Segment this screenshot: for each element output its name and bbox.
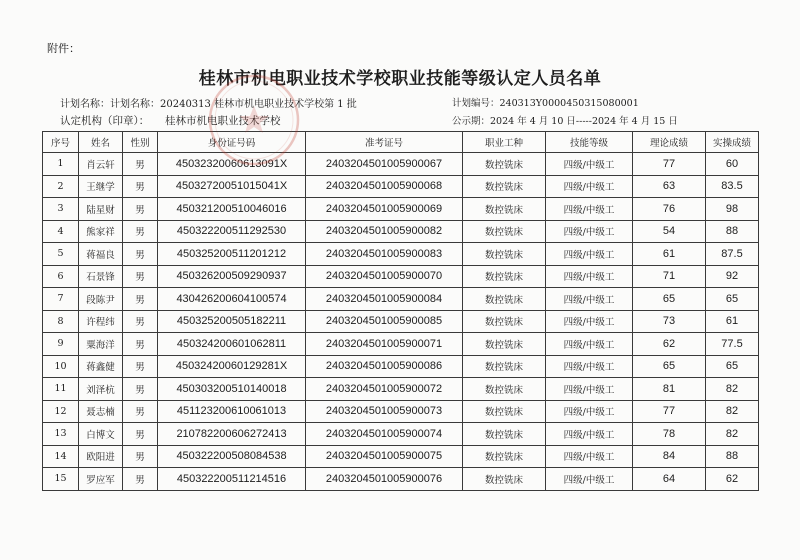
- cell-practical-score: 65: [706, 288, 759, 311]
- table-row: [43, 288, 759, 311]
- cell-skill-level: 四级/中级工: [546, 310, 633, 333]
- cell-exam-number: 2403204501005900067: [306, 153, 463, 176]
- cell-theory-score: 77: [633, 400, 706, 423]
- cell-theory-score: 61: [633, 243, 706, 266]
- cell-exam-number: 2403204501005900072: [306, 378, 463, 401]
- cell-id-number: 450325200505182211: [158, 310, 306, 333]
- table-row: [43, 333, 759, 356]
- header-skill-level: 技能等级: [546, 132, 633, 153]
- cell-name: 段陈尹: [79, 288, 123, 311]
- cell-practical-score: 88: [706, 445, 759, 468]
- cell-exam-number: 2403204501005900075: [306, 445, 463, 468]
- cell-practical-score: 92: [706, 265, 759, 288]
- cell-name: 肖云轩: [79, 153, 123, 176]
- cell-exam-number: 2403204501005900070: [306, 265, 463, 288]
- cell-occupation: 数控铣床: [463, 333, 546, 356]
- cell-id-number: 450324200601062811: [158, 333, 306, 356]
- cell-theory-score: 65: [633, 288, 706, 311]
- cell-gender: 男: [123, 355, 158, 378]
- cell-gender: 男: [123, 423, 158, 446]
- cell-exam-number: 2403204501005900076: [306, 468, 463, 491]
- cell-practical-score: 60: [706, 153, 759, 176]
- cell-skill-level: 四级/中级工: [546, 355, 633, 378]
- cell-theory-score: 71: [633, 265, 706, 288]
- cell-name: 蒋福良: [79, 243, 123, 266]
- table-header-row: [43, 132, 759, 153]
- cell-id-number: 45032420060129281X: [158, 355, 306, 378]
- table-row: [43, 423, 759, 446]
- cell-id-number: 430426200604100574: [158, 288, 306, 311]
- cell-occupation: 数控铣床: [463, 310, 546, 333]
- cell-exam-number: 2403204501005900074: [306, 423, 463, 446]
- cell-id-number: 45032720051015041X: [158, 175, 306, 198]
- cell-occupation: 数控铣床: [463, 400, 546, 423]
- cell-name: 许程纬: [79, 310, 123, 333]
- cell-exam-number: 2403204501005900073: [306, 400, 463, 423]
- cell-theory-score: 63: [633, 175, 706, 198]
- cell-skill-level: 四级/中级工: [546, 423, 633, 446]
- cell-gender: 男: [123, 243, 158, 266]
- cell-seq: 6: [43, 265, 79, 288]
- cell-id-number: 450303200510140018: [158, 378, 306, 401]
- cell-occupation: 数控铣床: [463, 243, 546, 266]
- cell-theory-score: 73: [633, 310, 706, 333]
- cell-practical-score: 83.5: [706, 175, 759, 198]
- cell-gender: 男: [123, 310, 158, 333]
- header-theory-score: 理论成绩: [633, 132, 706, 153]
- header-seq: 序号: [43, 132, 79, 153]
- table-row: [43, 220, 759, 243]
- cell-skill-level: 四级/中级工: [546, 153, 633, 176]
- cell-name: 罗应军: [79, 468, 123, 491]
- cell-gender: 男: [123, 288, 158, 311]
- header-exam-number: 准考证号: [306, 132, 463, 153]
- cell-name: 白博文: [79, 423, 123, 446]
- cell-skill-level: 四级/中级工: [546, 220, 633, 243]
- cell-skill-level: 四级/中级工: [546, 175, 633, 198]
- cell-seq: 9: [43, 333, 79, 356]
- table-row: [43, 243, 759, 266]
- cell-practical-score: 62: [706, 468, 759, 491]
- table-row: [43, 265, 759, 288]
- cell-practical-score: 87.5: [706, 243, 759, 266]
- cell-skill-level: 四级/中级工: [546, 198, 633, 221]
- cell-practical-score: 88: [706, 220, 759, 243]
- cell-practical-score: 98: [706, 198, 759, 221]
- cell-gender: 男: [123, 333, 158, 356]
- cell-gender: 男: [123, 400, 158, 423]
- table-row: [43, 310, 759, 333]
- certified-personnel-table: [42, 131, 759, 491]
- cell-skill-level: 四级/中级工: [546, 445, 633, 468]
- cell-exam-number: 2403204501005900071: [306, 333, 463, 356]
- publicity-period: 公示期：2024 年 4 月 10 日-----2024 年 4 月 15 日: [452, 116, 678, 127]
- cell-skill-level: 四级/中级工: [546, 265, 633, 288]
- cell-theory-score: 81: [633, 378, 706, 401]
- plan-number: 计划编号：240313Y0000450315080001: [452, 98, 639, 109]
- table-body: [43, 153, 759, 491]
- table-row: [43, 198, 759, 221]
- cell-theory-score: 64: [633, 468, 706, 491]
- cell-skill-level: 四级/中级工: [546, 468, 633, 491]
- cell-skill-level: 四级/中级工: [546, 378, 633, 401]
- cell-seq: 4: [43, 220, 79, 243]
- cell-skill-level: 四级/中级工: [546, 288, 633, 311]
- cell-skill-level: 四级/中级工: [546, 333, 633, 356]
- plan-name: 计划名称：计划名称：20240313 桂林市机电职业技术学校第 1 批: [60, 99, 357, 110]
- cell-theory-score: 78: [633, 423, 706, 446]
- cell-occupation: 数控铣床: [463, 423, 546, 446]
- cell-seq: 5: [43, 243, 79, 266]
- cell-gender: 男: [123, 175, 158, 198]
- cell-gender: 男: [123, 153, 158, 176]
- cell-skill-level: 四级/中级工: [546, 243, 633, 266]
- cell-seq: 7: [43, 288, 79, 311]
- cell-theory-score: 62: [633, 333, 706, 356]
- cell-theory-score: 84: [633, 445, 706, 468]
- cell-name: 刘泽杭: [79, 378, 123, 401]
- cell-exam-number: 2403204501005900068: [306, 175, 463, 198]
- certifying-org-label: 认定机构（印章）：: [60, 115, 150, 127]
- document-title: 桂林市机电职业技术学校职业技能等级认定人员名单: [198, 69, 602, 89]
- header-name: 姓名: [79, 132, 123, 153]
- cell-exam-number: 2403204501005900069: [306, 198, 463, 221]
- certifying-org-name: 桂林市机电职业技术学校: [165, 115, 281, 127]
- cell-id-number: 45032320060613091X: [158, 153, 306, 176]
- cell-name: 王继学: [79, 175, 123, 198]
- cell-name: 欧阳进: [79, 445, 123, 468]
- cell-id-number: 210782200606272413: [158, 423, 306, 446]
- cell-seq: 12: [43, 400, 79, 423]
- cell-name: 粟海洋: [79, 333, 123, 356]
- cell-gender: 男: [123, 445, 158, 468]
- cell-id-number: 450325200511201212: [158, 243, 306, 266]
- cell-practical-score: 82: [706, 400, 759, 423]
- cell-name: 聂志楠: [79, 400, 123, 423]
- table-row: [43, 355, 759, 378]
- cell-occupation: 数控铣床: [463, 153, 546, 176]
- cell-id-number: 450322200508084538: [158, 445, 306, 468]
- cell-seq: 13: [43, 423, 79, 446]
- cell-seq: 15: [43, 468, 79, 491]
- cell-practical-score: 77.5: [706, 333, 759, 356]
- cell-id-number: 450326200509290937: [158, 265, 306, 288]
- cell-seq: 10: [43, 355, 79, 378]
- cell-practical-score: 82: [706, 378, 759, 401]
- cell-skill-level: 四级/中级工: [546, 400, 633, 423]
- header-occupation: 职业工种: [463, 132, 546, 153]
- cell-id-number: 451123200610061013: [158, 400, 306, 423]
- cell-gender: 男: [123, 198, 158, 221]
- header-id-number: 身份证号码: [158, 132, 306, 153]
- table-row: [43, 468, 759, 491]
- cell-practical-score: 82: [706, 423, 759, 446]
- cell-exam-number: 2403204501005900084: [306, 288, 463, 311]
- cell-occupation: 数控铣床: [463, 220, 546, 243]
- cell-seq: 2: [43, 175, 79, 198]
- table-row: [43, 153, 759, 176]
- cell-occupation: 数控铣床: [463, 265, 546, 288]
- cell-exam-number: 2403204501005900083: [306, 243, 463, 266]
- cell-name: 蒋鑫健: [79, 355, 123, 378]
- cell-occupation: 数控铣床: [463, 198, 546, 221]
- cell-name: 石景锋: [79, 265, 123, 288]
- cell-name: 熊家祥: [79, 220, 123, 243]
- cell-name: 陆星财: [79, 198, 123, 221]
- cell-occupation: 数控铣床: [463, 378, 546, 401]
- cell-theory-score: 54: [633, 220, 706, 243]
- cell-exam-number: 2403204501005900086: [306, 355, 463, 378]
- cell-theory-score: 65: [633, 355, 706, 378]
- cell-occupation: 数控铣床: [463, 355, 546, 378]
- attachment-label: 附件：: [47, 42, 80, 55]
- table-row: [43, 175, 759, 198]
- cell-occupation: 数控铣床: [463, 445, 546, 468]
- cell-gender: 男: [123, 220, 158, 243]
- cell-occupation: 数控铣床: [463, 175, 546, 198]
- cell-id-number: 450321200510046016: [158, 198, 306, 221]
- cell-gender: 男: [123, 265, 158, 288]
- table-row: [43, 378, 759, 401]
- cell-theory-score: 76: [633, 198, 706, 221]
- table-row: [43, 400, 759, 423]
- header-gender: 性别: [123, 132, 158, 153]
- cell-occupation: 数控铣床: [463, 468, 546, 491]
- table-row: [43, 445, 759, 468]
- cell-theory-score: 77: [633, 153, 706, 176]
- cell-exam-number: 2403204501005900082: [306, 220, 463, 243]
- cell-practical-score: 61: [706, 310, 759, 333]
- cell-gender: 男: [123, 378, 158, 401]
- cell-practical-score: 65: [706, 355, 759, 378]
- cell-id-number: 450322200511292530: [158, 220, 306, 243]
- cell-id-number: 450322200511214516: [158, 468, 306, 491]
- cell-seq: 14: [43, 445, 79, 468]
- cell-seq: 3: [43, 198, 79, 221]
- cell-seq: 11: [43, 378, 79, 401]
- cell-seq: 8: [43, 310, 79, 333]
- cell-exam-number: 2403204501005900085: [306, 310, 463, 333]
- cell-occupation: 数控铣床: [463, 288, 546, 311]
- cell-seq: 1: [43, 153, 79, 176]
- header-practical-score: 实操成绩: [706, 132, 759, 153]
- cell-gender: 男: [123, 468, 158, 491]
